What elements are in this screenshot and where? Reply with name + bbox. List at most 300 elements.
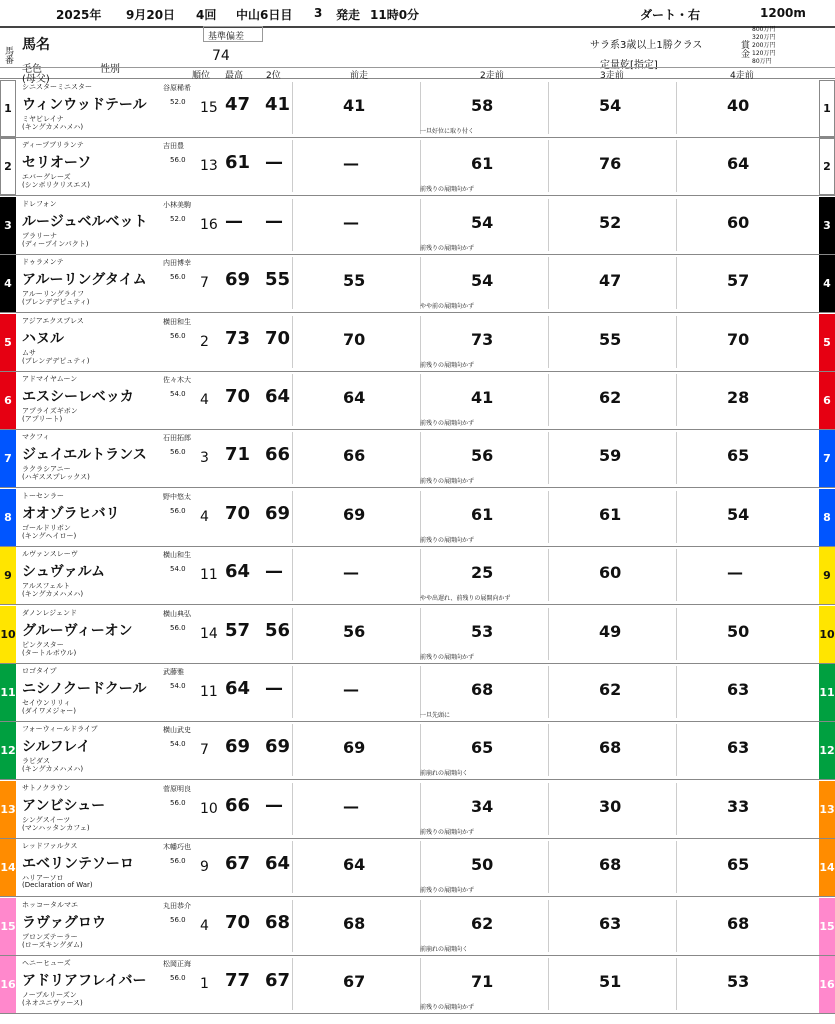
horse-row — [0, 547, 835, 605]
prev-race-3-score: 68 — [599, 855, 622, 875]
prev-race-2-score: 56 — [471, 446, 494, 466]
distance: 1200m — [760, 6, 806, 20]
post-time: 11時0分 — [370, 8, 420, 22]
sire: レッドファルクス — [22, 842, 78, 851]
race-note: 前残りの展開向かず — [420, 828, 475, 836]
date: 9月20日 — [126, 8, 176, 22]
weight: 54.0 — [170, 390, 186, 398]
rank: 10 — [200, 800, 218, 817]
prev-race-1-score: 56 — [343, 621, 366, 641]
horse-row — [0, 781, 835, 839]
jockey: 横山武史 — [163, 726, 191, 735]
second-score: 69 — [265, 736, 291, 758]
prev-race-4 — [676, 841, 805, 893]
race-note: 前残りの展開向かず — [420, 244, 475, 252]
dam-sire: (シンボリクリスエス) — [22, 181, 91, 190]
horse-number-right: 2 — [819, 138, 835, 195]
horse-number-left: 16 — [0, 956, 16, 1013]
prev1-label: 前走 — [350, 71, 369, 81]
sire: ダノンレジェンド — [22, 608, 78, 617]
prize-1: 800万円 — [752, 26, 776, 33]
prev-race-1-score: 70 — [343, 329, 366, 349]
horse-name[interactable]: アドリアフレイバー — [22, 973, 147, 989]
rank: 4 — [200, 392, 209, 408]
horse-row — [0, 489, 835, 547]
race-note: 前残りの展開向かず — [420, 478, 475, 486]
prev-race-1 — [292, 432, 421, 484]
horse-number-left: 14 — [0, 839, 16, 896]
weight: 56.0 — [170, 448, 186, 457]
dam-sire: (ハギススプレックス) — [22, 473, 90, 482]
race-header — [0, 0, 835, 28]
prev-race-3-score: 49 — [599, 621, 622, 641]
prev-race-3 — [548, 724, 677, 776]
prev-race-4-score: 70 — [727, 329, 750, 349]
prev-race-4-score: 64 — [727, 154, 750, 174]
year: 2025年 — [56, 8, 102, 22]
prev-race-4-score: 63 — [727, 738, 750, 758]
second-score: 67 — [265, 970, 291, 991]
dam-sire: (キングヘイロー) — [22, 531, 77, 540]
dam: ゴールドリボン — [22, 523, 71, 532]
horse-name[interactable]: エベリンテソーロ — [22, 856, 134, 873]
prev-race-4-score: 57 — [727, 271, 750, 291]
horse-number-right: 3 — [819, 197, 835, 254]
dam: ラクラシアニー — [22, 465, 71, 474]
kai: 4回 — [196, 8, 217, 22]
prev-race-3-score: 51 — [599, 972, 622, 991]
sire: ドゥラメンテ — [22, 258, 64, 267]
rank: 14 — [200, 625, 218, 642]
prev-race-2-score: 25 — [471, 563, 494, 583]
horse-number-left: 7 — [0, 430, 16, 487]
prev-race-1 — [292, 491, 421, 543]
prev-race-4 — [676, 958, 805, 1010]
horse-number-right: 12 — [819, 722, 835, 779]
horse-name[interactable]: ニシノクードクール — [22, 681, 147, 697]
race-note: 前残りの展開向かず — [420, 536, 475, 544]
race-number: 3 — [314, 6, 323, 20]
horse-number-left: 3 — [0, 197, 16, 254]
prev-race-1-score: — — [343, 563, 359, 583]
best-score: 69 — [225, 736, 251, 758]
dam-sire: (ディープインパクト) — [22, 239, 89, 248]
jockey: 武藤雅 — [163, 668, 184, 676]
rank: 7 — [200, 275, 209, 292]
sire: フォーウィールドライブ — [22, 725, 98, 734]
prev-race-3 — [548, 491, 677, 543]
prev-race-1-score: 69 — [343, 504, 366, 524]
best-score: 64 — [225, 678, 251, 699]
horse-name[interactable]: ラヴァグロウ — [22, 914, 106, 931]
prev-race-4-score: 63 — [727, 680, 750, 699]
sire: シニスターミニスター — [22, 83, 92, 91]
prev-race-3 — [548, 316, 677, 368]
prev-race-3-score: 60 — [599, 563, 622, 583]
second-score: 66 — [265, 444, 291, 466]
sire: サトノクラウン — [22, 783, 71, 792]
condition-text: 定量乾[指定] — [600, 60, 658, 71]
race-note: 一旦先頭に — [420, 712, 451, 719]
prev-race-4 — [676, 316, 805, 368]
race-note: 前崩れの展開向く — [420, 945, 469, 953]
dam-sire: (マンハッタンカフェ) — [22, 823, 90, 832]
prev-race-1 — [292, 900, 421, 952]
dam: シングスイーツ — [22, 815, 71, 824]
rank: 7 — [200, 742, 209, 759]
prev-race-4-score: 28 — [727, 388, 750, 407]
dam-sire: (ブレンデデピュティ) — [22, 298, 90, 307]
jockey: 横山典弘 — [163, 609, 191, 618]
second-score: 55 — [265, 269, 291, 291]
prev-race-1 — [292, 841, 421, 893]
sire: ロゴタイプ — [22, 667, 57, 675]
race-note: 前崩れの展開向く — [420, 770, 469, 778]
jockey: 内田博幸 — [163, 259, 191, 268]
race-note: 前残りの展開向かず — [420, 653, 475, 661]
prev-race-4 — [676, 783, 805, 835]
weight: 56.0 — [170, 915, 186, 924]
second-score: 41 — [265, 94, 291, 115]
horse-number-left: 4 — [0, 255, 16, 312]
prev-race-1 — [292, 608, 421, 660]
second-score: — — [265, 794, 283, 816]
best-score: 57 — [225, 619, 251, 641]
horse-row — [0, 138, 835, 196]
rank: 11 — [200, 684, 218, 700]
horse-name[interactable]: アルーリングタイム — [22, 272, 147, 289]
rank: 1 — [200, 976, 209, 992]
prev-race-1-score: — — [343, 680, 359, 699]
prev-race-3 — [548, 783, 677, 835]
race-note: やや前の展開向かず — [420, 303, 475, 311]
rank-label: 順位 — [192, 71, 211, 81]
rank: 16 — [200, 216, 218, 233]
prev-race-4 — [676, 140, 805, 192]
horse-name[interactable]: ハヌル — [22, 330, 64, 347]
jockey: 丸田恭介 — [163, 901, 191, 910]
sire: ヘニーヒューズ — [22, 959, 71, 967]
weight: 56.0 — [170, 331, 186, 340]
prev-race-4-score: 40 — [727, 96, 750, 115]
weight: 52.0 — [170, 214, 186, 223]
horse-row — [0, 314, 835, 372]
prev-race-1 — [292, 549, 421, 601]
horse-number-left: 9 — [0, 547, 16, 604]
race-note: 前残りの展開向かず — [420, 361, 475, 369]
prize-4: 120万円 — [752, 50, 776, 57]
horse-number-left: 15 — [0, 898, 16, 955]
horse-number-right: 4 — [819, 255, 835, 312]
prev-race-4 — [676, 608, 805, 660]
horse-name[interactable]: ルージュベルベット — [22, 213, 148, 230]
jockey: 木幡巧也 — [163, 843, 191, 852]
rank: 13 — [200, 158, 218, 175]
horse-row — [0, 372, 835, 430]
horse-row — [0, 606, 835, 664]
prev-race-4-score: 65 — [727, 446, 750, 466]
prev-race-1 — [292, 666, 421, 718]
jockey: 佐々木大 — [163, 376, 191, 384]
sire: アジアエクスプレス — [22, 316, 84, 325]
rank: 3 — [200, 450, 209, 467]
rank: 4 — [200, 508, 209, 525]
weight: 54.0 — [170, 565, 186, 574]
horse-number-left: 1 — [0, 80, 16, 137]
prev-race-4-score: — — [727, 563, 743, 583]
venue-day: 中山6日目 — [236, 8, 293, 22]
dam-sire: (キングカメハメハ) — [22, 123, 84, 131]
horse-row — [0, 898, 835, 956]
best-score: 61 — [225, 152, 251, 174]
horse-row — [0, 80, 835, 138]
prev-race-4 — [676, 549, 805, 601]
second-score: — — [265, 561, 283, 583]
prev-race-4-score: 68 — [727, 913, 750, 933]
dam: ブロンズテーラー — [22, 932, 78, 941]
dam-sire: (ローズキングダム) — [22, 940, 83, 949]
prev-race-4 — [676, 374, 805, 426]
horse-number-right: 14 — [819, 839, 835, 896]
horse-name[interactable]: シュヴァルム — [22, 564, 106, 581]
prev-race-3-score: 68 — [599, 738, 622, 758]
prev-race-4-score: 33 — [727, 796, 750, 816]
dam: ノーブルリーズン — [22, 991, 77, 999]
prev-race-1 — [292, 724, 421, 776]
horse-number-left: 2 — [0, 138, 16, 195]
race-note: 前残りの展開向かず — [420, 186, 475, 194]
prev-race-3-score: 55 — [599, 329, 622, 349]
sire: ルヴァンスレーヴ — [22, 550, 78, 559]
prize-2: 320万円 — [752, 34, 776, 41]
dam: セイウンリリィ — [22, 699, 71, 707]
jockey: 吉田豊 — [163, 142, 184, 151]
prev-race-1-score: 66 — [343, 446, 366, 466]
sire: ホッコータルマエ — [22, 900, 78, 909]
dam-sire: (ネオユニヴァース) — [22, 999, 83, 1007]
sire: ディープブリランテ — [22, 141, 84, 150]
prev-race-3-score: 62 — [599, 680, 622, 699]
best-score: 47 — [225, 94, 251, 115]
prev-race-3-score: 30 — [599, 796, 622, 816]
second-score: — — [265, 678, 283, 699]
race-note: 前残りの展開向かず — [420, 1004, 475, 1011]
best-score: 71 — [225, 444, 251, 466]
weight: 56.0 — [170, 506, 186, 515]
prize-5: 80万円 — [752, 58, 772, 65]
prev-race-3-score: 54 — [599, 96, 622, 115]
jockey: 横田和生 — [163, 317, 191, 326]
prev2-label: 2走前 — [480, 71, 504, 81]
prev-race-3 — [548, 432, 677, 484]
second-score: 56 — [265, 619, 291, 641]
prev-race-3-score: 62 — [599, 388, 622, 407]
column-header — [0, 67, 835, 80]
prev-race-3 — [548, 841, 677, 893]
prev-race-2-score: 62 — [471, 913, 494, 933]
prev-race-1 — [292, 199, 421, 251]
surface: ダート・右 — [640, 8, 701, 22]
best-score: 73 — [225, 327, 251, 349]
prev3-label: 3走前 — [600, 71, 624, 81]
dam-sire: (Declaration of War) — [22, 881, 93, 890]
horse-number-left: 5 — [0, 314, 16, 371]
prize-list — [752, 26, 812, 66]
prev-race-4 — [676, 666, 805, 718]
horse-row — [0, 839, 835, 897]
horse-row — [0, 664, 835, 722]
prev-race-3-score: 63 — [599, 913, 622, 933]
prev-race-4 — [676, 432, 805, 484]
prev-race-3 — [548, 199, 677, 251]
weight: 56.0 — [170, 273, 186, 282]
horse-number-right: 1 — [819, 80, 835, 137]
dam-sire: (キングカメハメハ) — [22, 765, 84, 774]
best-score: 64 — [225, 561, 251, 583]
second-score: 69 — [265, 502, 291, 524]
prev-race-3-score: 76 — [599, 154, 622, 174]
dam: ハリアーソロ — [22, 874, 64, 883]
prev-race-2-score: 61 — [471, 154, 494, 174]
horse-name[interactable]: セリオーソ — [22, 155, 92, 172]
prev-race-1-score: 41 — [343, 96, 366, 115]
race-note: 一旦好位に取り付く — [420, 128, 475, 135]
prev-race-3 — [548, 549, 677, 601]
horse-name[interactable]: グルーヴィーオン — [22, 622, 133, 639]
horse-number-right: 13 — [819, 781, 835, 838]
horse-number-left: 6 — [0, 372, 16, 429]
rank: 11 — [200, 567, 218, 584]
rank: 9 — [200, 859, 209, 876]
prev-race-2-score: 68 — [471, 680, 494, 699]
prev-race-3-score: 47 — [599, 271, 622, 291]
col-horse-name: 馬名 — [22, 37, 50, 53]
prev-race-1-score: 69 — [343, 738, 366, 758]
best-score: 70 — [225, 502, 251, 524]
dam: ムサ — [22, 348, 36, 357]
second-score: — — [265, 152, 283, 174]
prev-race-3-score: 52 — [599, 212, 622, 232]
horse-row — [0, 255, 835, 313]
race-note: 前残りの展開向かず — [420, 887, 475, 895]
horse-number-right: 11 — [819, 664, 835, 721]
col-horse-num: 馬番 — [3, 46, 13, 64]
jockey: 横山和生 — [163, 551, 191, 560]
dam: ブラリーナ — [22, 231, 57, 240]
prev-race-2-score: 54 — [471, 212, 494, 232]
horse-number-right: 10 — [819, 606, 835, 663]
prev-race-3 — [548, 374, 677, 426]
rank: 4 — [200, 917, 209, 934]
horse-row — [0, 430, 835, 488]
sire: マクフィ — [22, 433, 50, 442]
prev-race-1 — [292, 374, 421, 426]
prev-race-3 — [548, 666, 677, 718]
prev-race-2-score: 53 — [471, 621, 494, 641]
prize-label: 賞金 — [739, 40, 749, 58]
prev-race-2-score: 73 — [471, 329, 494, 349]
dam-sire: (ブレンデデピュティ) — [22, 356, 90, 365]
prev4-label: 4走前 — [730, 71, 754, 81]
std-label: 基準偏差 — [208, 32, 245, 42]
second-score: 64 — [265, 853, 291, 875]
race-note: やや出遅れ、前残りの展開向かず — [420, 595, 511, 603]
prev-race-4 — [676, 257, 805, 309]
col-sex: 性別 — [100, 64, 120, 75]
prev-race-1-score: 67 — [343, 972, 366, 991]
prev-race-2-score: 71 — [471, 972, 494, 991]
horse-row — [0, 197, 835, 255]
prev-race-3-score: 59 — [599, 446, 622, 466]
second-score: 70 — [265, 327, 291, 349]
prev-race-4 — [676, 724, 805, 776]
weight: 56.0 — [170, 974, 186, 982]
horse-name[interactable]: ウィンウッドテール — [22, 97, 147, 113]
prev-race-2-score: 65 — [471, 738, 494, 758]
prev-race-1-score: — — [343, 154, 359, 174]
prev-race-4 — [676, 491, 805, 543]
class-text: サラ系3歳以上1勝クラス — [590, 40, 703, 51]
dam: アプライズギボン — [22, 407, 78, 415]
prev-race-2-score: 61 — [471, 504, 494, 524]
dam: エバーグレーズ — [22, 173, 71, 182]
best-score: 70 — [225, 911, 251, 933]
prev-race-2-score: 41 — [471, 388, 494, 407]
prev-race-3 — [548, 958, 677, 1010]
jockey: 石田拓郎 — [163, 434, 191, 443]
dam: ピンクスター — [22, 640, 64, 649]
rank: 15 — [200, 100, 218, 116]
horse-name[interactable]: アンビシュー — [22, 797, 106, 814]
second-score: — — [265, 210, 283, 232]
horse-name[interactable]: オオゾラヒバリ — [22, 505, 120, 522]
jockey: 松岡正海 — [163, 960, 191, 968]
prev-race-1-score: — — [343, 212, 359, 232]
prev-race-1 — [292, 958, 421, 1010]
rank: 2 — [200, 333, 209, 350]
prev-race-3 — [548, 257, 677, 309]
best-score: 77 — [225, 970, 251, 991]
dam: アルスフェルト — [22, 582, 71, 591]
horse-number-left: 13 — [0, 781, 16, 838]
horse-name[interactable]: エスシーレベッカ — [22, 389, 134, 405]
horse-name[interactable]: ジェイエルトランス — [22, 447, 147, 464]
prev-race-1-score: — — [343, 796, 359, 816]
prev-race-3 — [548, 608, 677, 660]
prev-race-2-score: 58 — [471, 96, 494, 115]
best-score: 69 — [225, 269, 251, 291]
jockey: 谷原稀希 — [163, 84, 191, 92]
prev-race-4-score: 50 — [727, 621, 750, 641]
prev-race-3 — [548, 140, 677, 192]
prev-race-2-score: 50 — [471, 855, 494, 875]
horse-name[interactable]: シルフレイ — [22, 739, 91, 756]
prev-race-4-score: 54 — [727, 504, 750, 524]
second-score: 68 — [265, 911, 291, 933]
std-label-box — [203, 26, 263, 42]
race-note: 前残りの展開向かず — [420, 420, 475, 427]
prev-race-3-score: 61 — [599, 504, 622, 524]
weight: 56.0 — [170, 798, 186, 807]
jockey: 菅原明良 — [163, 784, 191, 793]
prev-race-1 — [292, 82, 421, 134]
horse-number-left: 12 — [0, 722, 16, 779]
col-color: 毛色 — [22, 64, 42, 75]
horse-number-right: 6 — [819, 372, 835, 429]
dam: ミヤビレイナ — [22, 115, 64, 123]
sire: トーセンラー — [22, 491, 64, 500]
prize-3: 200万円 — [752, 42, 776, 49]
